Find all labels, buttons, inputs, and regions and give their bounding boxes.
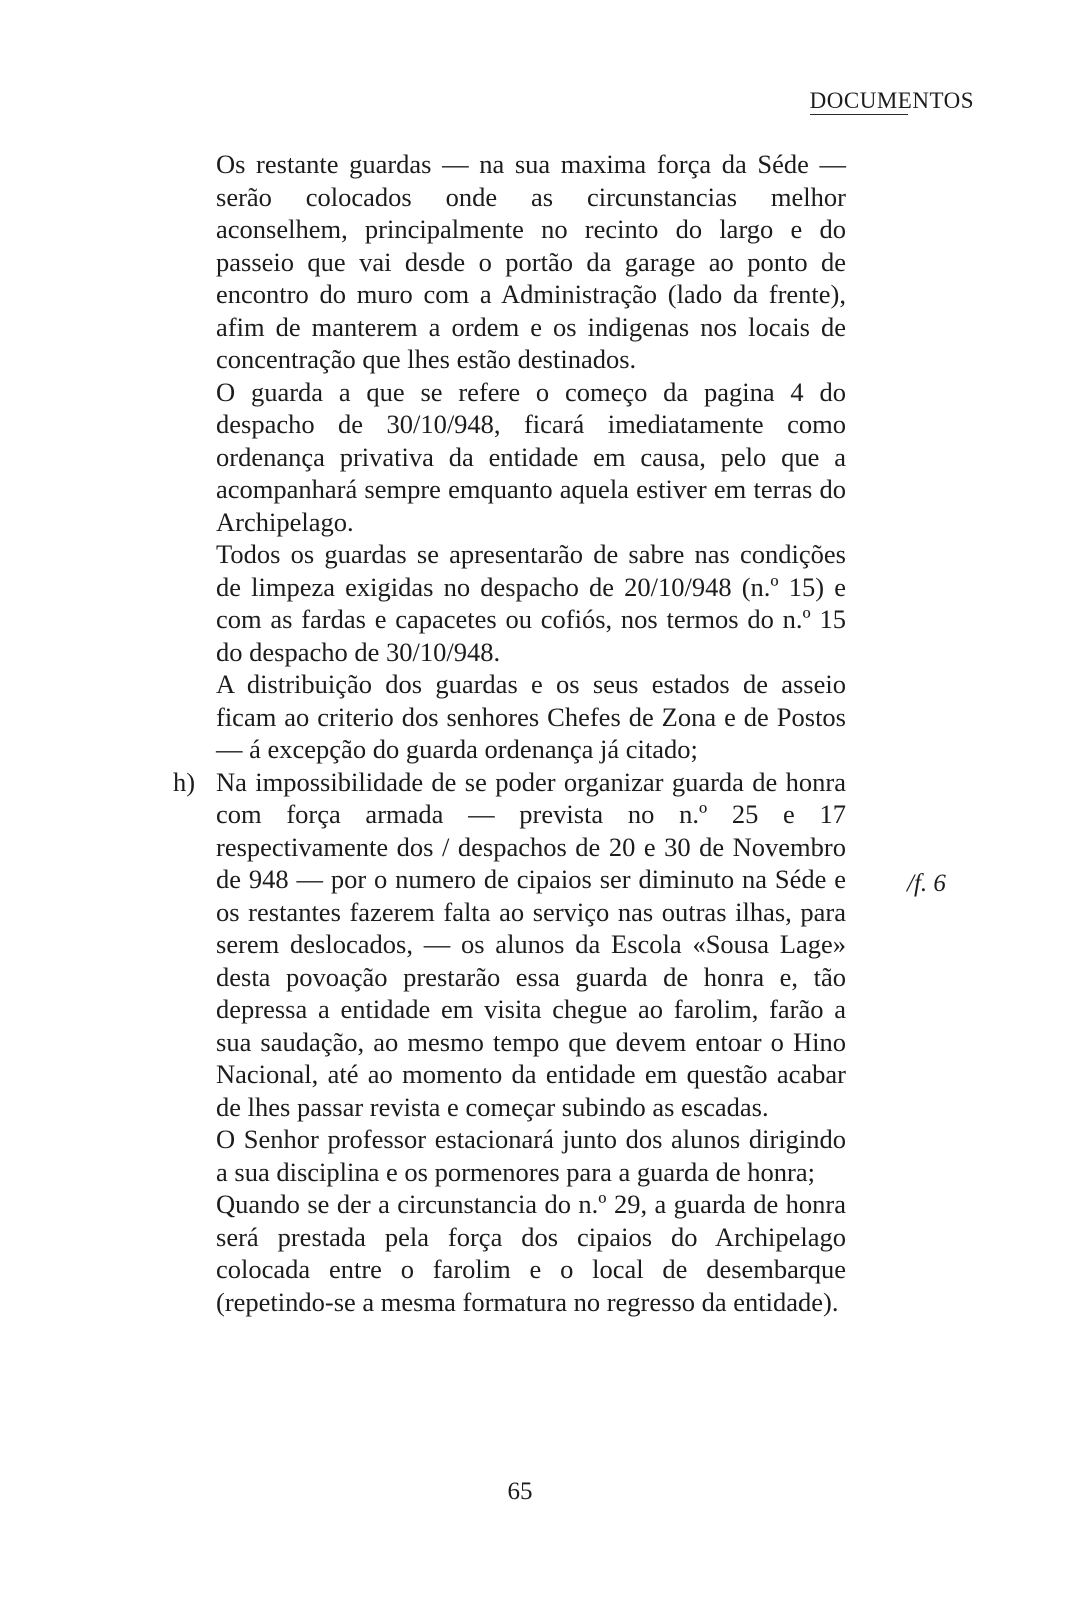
list-item-h [173,766,846,1319]
paragraph: O Senhor professor estacionará junto dos alunos dirigindo a sua disciplina e os pormenores para a guarda de honra; [216,1124,846,1187]
header-underline [810,114,909,115]
marginal-folio-note: /f. 6 [907,870,946,897]
page-number: 65 [507,1478,533,1505]
paragraph: Na impossibilidade de se poder organizar guarda de honra com força armada — prevista no n.º 25 e 17 respectivamente dos / despachos de 20 e 30 de Novembro de 948 — por o numero de cipaios ser diminuto na Séde e os restantes fazerem falta ao serviço nas outras ilhas, para serem deslocados, — os alunos da Escola «Sousa Lage» desta povoação prestarão essa guarda de honra e, tão depressa a entidade em visita chegue ao farolim, farão a sua saudação, ao mesmo tempo que devem entoar o Hino Nacional, até ao momento da entidade em questão acabar de lhes passar revista e começar subindo as escadas. [216,766,846,1122]
paragraph: Todos os guardas se apresentarão de sabre nas condições de limpeza exigidas no despacho de 20/10/948 (n.º 15) e com as fardas e capacetes ou cofiós, nos termos do n.º 15 do despacho de 30/10/948. [216,539,846,667]
list-marker: h) [173,766,196,797]
paragraph: A distribuição dos guardas e os seus estados de asseio ficam ao criterio dos senhores Chefes de Zona e de Postos — á excepção do guarda ordenança já citado; [216,669,846,764]
paragraph: Os restante guardas — na sua maxima força da Séde — serão colocados onde as circunstancias melhor aconselhem, principalmente no recinto do largo e do passeio que vai desde o portão da garage ao ponto de encontro do muro com a Administração (lado da frente), afim de manterem a ordem e os indigenas nos locais de concentração que lhes estão destinados. [216,149,846,374]
running-header [810,88,974,114]
body-text [173,148,846,1318]
paragraph: Quando se der a circunstancia do n.º 29, a guarda de honra será prestada pela força dos cipaios do Archipelago colocada entre o farolim e o local de desembarque (repetindo-se a mesma formatura no regresso da entidade). [216,1189,846,1317]
paragraph: O guarda a que se refere o começo da pagina 4 do despacho de 30/10/948, ficará imediatamente como ordenança privativa da entidade em causa, pelo que a acompanhará sempre emquanto aquela estiver em terras do Archipelago. [216,376,846,537]
section-title: DOCUMENTOS [809,88,974,113]
